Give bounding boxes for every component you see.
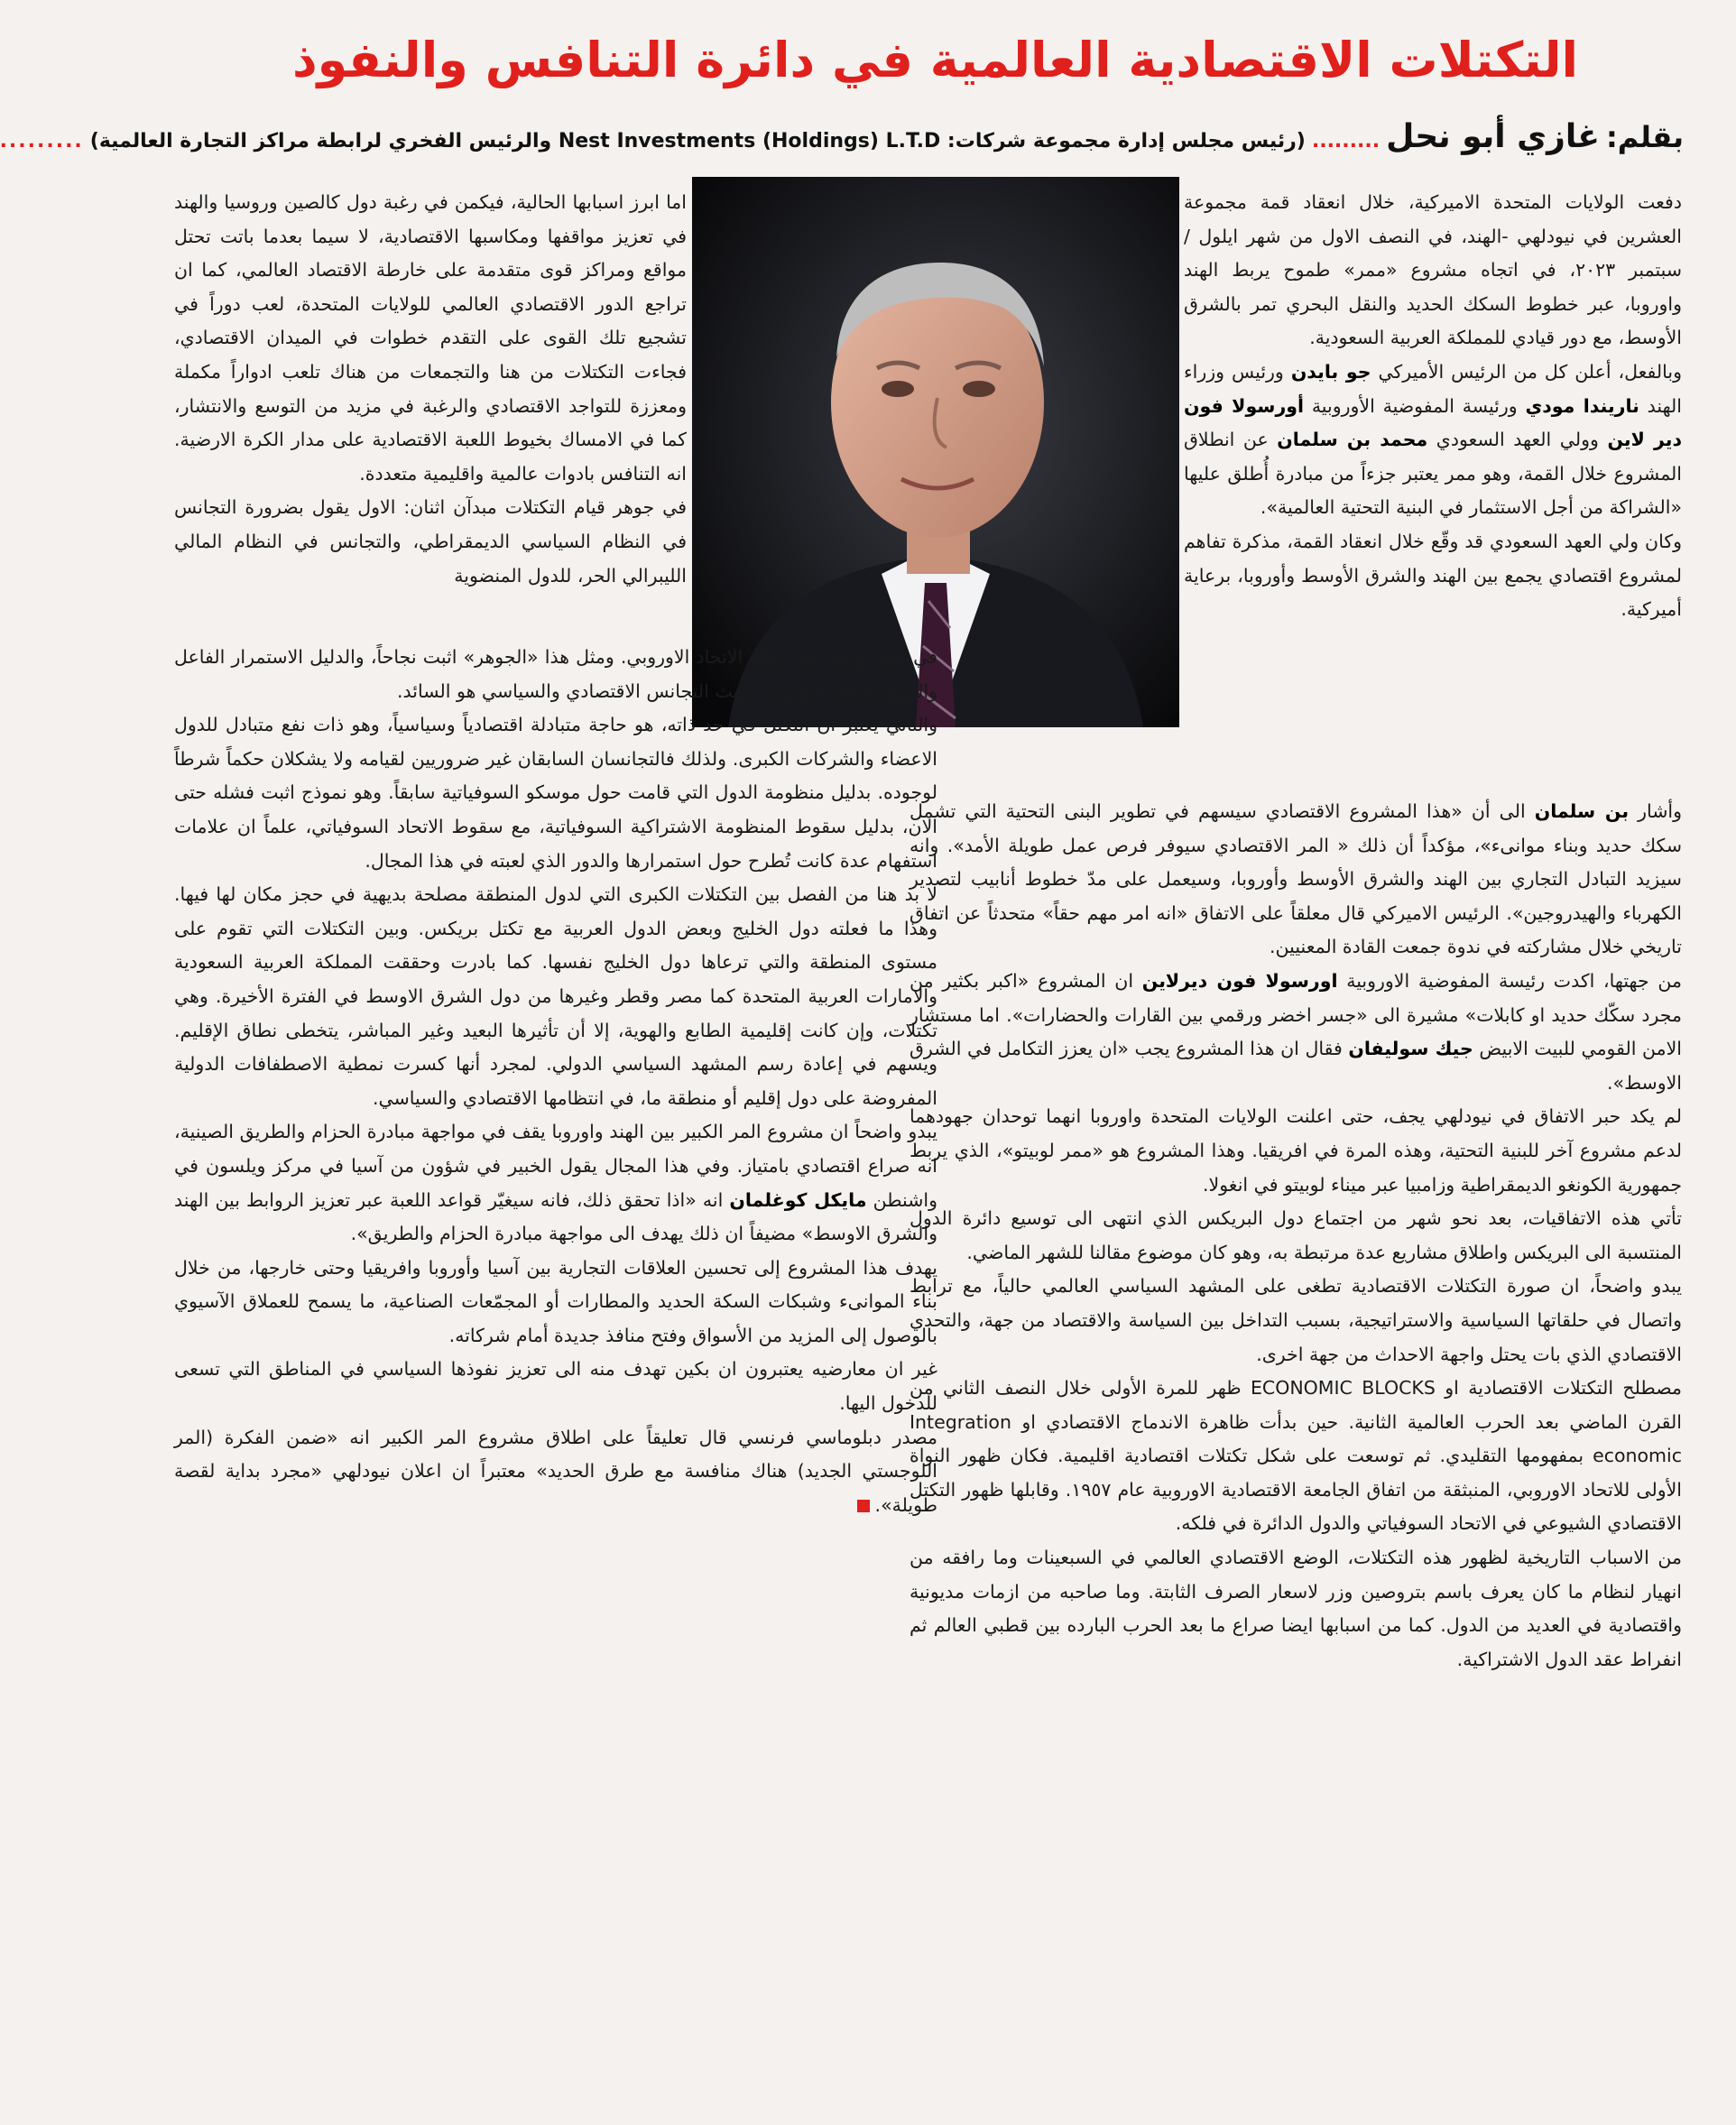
text-run: يبدو واضحاً ان مشروع المر الكبير بين الهند واوروبا يقف في مواجهة مبادرة الحزام والطريق الصينية، انه صراع اقتصادي بامتياز. وفي هذا المجال يقول الخبير في شؤون من آسيا في مركز ويلسون في واشنطن — [174, 1121, 938, 1211]
text-run: الى أن «هذا المشروع الاقتصادي سيسهم في تطوير البنى التحتية التي تشمل سكك حديد وبناء موانىء»، مؤكداً أن ذلك « المر الاقتصادي سيوفر فرص عمل طويلة الأمد». وانه سيزيد التبادل التجاري بين الهند والشرق الأوسط وأوروبا، وسيعمل على مدّ خطوط أنابيب لتصدير الكهرباء والهيدروجين». الرئيس الاميركي قال معلقاً على الاتفاق «انه امر مهم حقاً» متحدثاً عن اتفاق تاريخي خلال مشاركته في ندوة جمعت القادة المعنيين. — [910, 800, 1682, 958]
paragraph: غير ان معارضيه يعتبرون ان بكين تهدف منه الى تعزيز نفوذها السياسي في المناطق التي تسعى للدخول اليها. — [174, 1358, 937, 1415]
name-modi: ناريندا مودي — [1525, 394, 1639, 417]
paragraph: يبدو واضحاً، ان صورة التكتلات الاقتصادية تطغى على المشهد السياسي العالمي حالياً، مع ترابط واتصال في حلقاتها السياسية والاستراتيجية، بسبب التداخل بين السياسة والاقتصاد من جهة، والتحدي الاقتصادي الذي بات يحتل واجهة الاحداث من جهة اخرى. — [910, 1275, 1682, 1365]
paragraph — [910, 965, 1682, 1100]
text-run: ورئيس وزراء الهند — [1184, 360, 1683, 417]
text-run: مصدر دبلوماسي فرنسي قال تعليقاً على اطلاق مشروع المر الكبير انه «ضمن الفكرة (المر اللوجستي الجديد) هناك منافسة مع طرق الحديد» معتبراً ان اعلان نيودلهي «مجرد بداية لقصة طويلة». — [174, 1426, 937, 1516]
paragraph: وكان ولي العهد السعودي قد وقّع خلال انعقاد القمة، مذكرة تفاهم لمشروع اقتصادي يجمع بين الهند والشرق الأوسط وأوروبا، برعاية أميركية. — [1184, 530, 1682, 621]
byline — [0, 117, 1684, 162]
paragraph — [174, 1115, 937, 1251]
text-run: وأشار — [1629, 800, 1682, 822]
name-bin-salman: محمد بن سلمان — [1277, 429, 1428, 451]
name-von-der-leyen: اورسولا فون ديرلاين — [1141, 969, 1338, 992]
text-run: وولي العهد السعودي — [1427, 429, 1608, 451]
text-run: من جهتها، اكدت رئيسة المفوضية الاوروبية — [1337, 969, 1682, 992]
name-sullivan: جيك سوليفان — [1348, 1038, 1473, 1060]
author-name: غازي أبو نحل — [1386, 118, 1600, 155]
name-bin-salman: بن سلمان — [1534, 800, 1630, 822]
text-run: ان المشروع «اكبر بكثير من مجرد سكّك حديد او كابلات» مشيرة الى «جسر اخضر ورقمي بين القارات والحضارات». اما مستشار الامن القومي للبيت الابيض — [910, 969, 1682, 1060]
paragraph — [910, 795, 1682, 965]
paragraph — [174, 1421, 937, 1523]
paragraph: تأتي هذه الاتفاقيات، بعد نحو شهر من اجتماع دول البريكس الذي انتهى الى توسيع دائرة الدول المنتسبة الى البريكس واطلاق مشاريع عدة مرتبطة به، وهو كان موضوع مقالنا للشهر الماضي. — [910, 1207, 1682, 1263]
column-right-bottom — [910, 795, 1682, 1677]
byline-dots-right: ......... — [1311, 130, 1380, 152]
paragraph: والثاني يعتبر أن التكتل في حد ذاته، هو حاجة متبادلة اقتصادياً وسياسياً، وهو ذات نفع متبادل للدول الاعضاء والشركات الكبرى. ولذلك فالتجانسان السابقان غير ضروريين لقيامه ولا يشكلان حكماً شرطاً لوجوده. بدليل منظومة الدول التي قامت حول موسكو السوفياتية سابقاً. وهو نموذج اثبت فشله حتى الان، بدليل سقوط المنظومة الاشتراكية السوفياتية، مع سقوط الاتحاد السوفياتي، علماً ان علامات استفهام عدة كانت تُطرح حول استمرارها والدور الذي لعبته في هذا المجال. — [174, 714, 937, 872]
end-of-article-icon — [857, 1500, 870, 1512]
paragraph — [1184, 356, 1682, 525]
column-right-top — [1184, 186, 1682, 627]
text-run: وبالفعل، أعلن كل من الرئيس الأميركي — [1371, 360, 1682, 383]
name-kugelman: مايكل كوغلمان — [729, 1188, 867, 1211]
byline-dots-left: ......... — [0, 130, 84, 152]
paragraph: دفعت الولايات المتحدة الاميركية، خلال انعقاد قمة مجموعة العشرين في نيودلهي -الهند، في النصف الاول من شهر ايلول / سبتمبر ٢٠٢٣، في اتجاه مشروع «ممر» طموح يربط الهند واوروبا، عبر خطوط السكك الحديد والنقل البحري تمر بالشرق الأوسط، مع دور قيادي للمملكة العربية السعودية. — [1184, 191, 1683, 349]
paragraph: في جوهر قيام التكتلات مبدآن اثنان: الاول يقول بضرورة التجانس في النظام السياسي الديمقراطي، والتجانس في النظام المالي الليبرالي الحر، للدول المنضوية — [174, 496, 687, 587]
paragraph: من الاسباب التاريخية لظهور هذه التكتلات، الوضع الاقتصادي العالمي في السبعينات وما رافقه من انهيار لنظام ما كان يعرف باسم بتروصين وزر لاسعار الصرف الثابتة. وما صاحبه من ازمات مديونية واقتصادية في العديد من الدول. كما من اسبابها ايضا صراع ما بعد الحرب البارده بين قطبي العالم ثم انفراط عقد الدول الاشتراكية. — [910, 1547, 1682, 1670]
paragraph: يهدف هذا المشروع إلى تحسين العلاقات التجارية بين آسيا وأوروبا وافريقيا وحتى خارجها، من خلال بناء الموانىء وشبكات السكة الحديد والمطارات أو المجمّعات الصناعية، ما يسمح للعملاق الآسيوي بالوصول إلى المزيد من الأسواق وفتح منافذ جديدة أمام شركاته. — [174, 1256, 937, 1346]
column-left-top — [174, 186, 687, 593]
author-detail: (رئيس مجلس إدارة مجموعة شركات: Nest Investments (Holdings) L.T.D والرئيس الفخري لرابطة مراكز التجارة العالمية) — [89, 130, 1306, 152]
column-left-bottom — [174, 641, 937, 1522]
text-run: ورئيسة المفوضية الأوروبية — [1304, 394, 1526, 417]
paragraph: لا بد هنا من الفصل بين التكتلات الكبرى التي لدول المنطقة مصلحة بديهية في حجز مكان لها فيها. وهذا ما فعلته دول الخليج وبعض الدول العربية مع تكتل بريكس. وبين التكتلات التي تقوم على مستوى المنطقة والتي ترعاها دول الخليج نفسها. كما بادرت وحققت المملكة العربية السعودية والامارات العربية المتحدة كما مصر وقطر وغيرها من دول الشرق الاوسط في الفترة الأخيرة. وهي تكتلات، وإن كانت إقليمية الطابع والهوية، إلا أن تأثيرها البعيد وغير المباشر، يتخطى نطاق الإقليم. ويسهم في إعادة رسم المشهد السياسي الدولي. لمجرد أنها كسرت نمطية الاصطفافات الدولية المفروضة على دول إقليم أو منطقة ما، في انتظامها الاقتصادي والسياسي. — [174, 883, 937, 1109]
paragraph: في تكتل واحد. مثل حالة الاتحاد الاوروبي. ومثل هذا «الجوهر» اثبت نجاحاً، والدليل الاستمرار الفاعل والقوي للاتحاد الاوروبي، حيث التجانس الاقتصادي والسياسي هو السائد. — [174, 646, 937, 702]
article-headline: التكتلات الاقتصادية العالمية في دائرة التنافس والنفوذ — [291, 32, 1579, 88]
name-von-der-leyen: أورسولا فون دير لاين — [1184, 394, 1682, 451]
text-run: عن انطلاق المشروع خلال القمة، وهو ممر يعتبر جزءاً من مبادرة أُطلق عليها «الشراكة من أجل الاستثمار في البنية التحتية العالمية». — [1184, 429, 1682, 519]
byline-prefix: بقلم: — [1606, 120, 1684, 154]
text-run: انه «اذا تحقق ذلك، فانه سيغيّر قواعد اللعبة عبر تعزيز الروابط بين الهند والشرق الاوسط» مضيفاً ان ذلك يهدف الى مواجهة مبادرة الحزام والطريق». — [174, 1188, 937, 1245]
text-run: فقال ان هذا المشروع يجب «ان يعزز التكامل في الشرق الاوسط». — [910, 1038, 1682, 1094]
paragraph: لم يكد حبر الاتفاق في نيودلهي يجف، حتى اعلنت الولايات المتحدة واوروبا انهما توحدان جهودهما لدعم مشروع آخر للبنية التحتية، وهذه المرة في افريقيا. وهذا المشروع هو «ممر لوبيتو»، الذي يربط جمهورية الكونغو الديمقراطية وزامبيا عبر ميناء لوبيتو في انغولا. — [910, 1105, 1682, 1196]
name-biden: جو بايدن — [1290, 360, 1371, 383]
paragraph: مصطلح التكتلات الاقتصادية او ECONOMIC BLOCKS ظهر للمرة الأولى خلال النصف الثاني من القرن الماضي بعد الحرب العالمية الثانية. حين بدأت ظاهرة الاندماج الاقتصادي او Integration economic بمفهومها التقليدي. ثم توسعت على شكل تكتلات اقتصادية اقليمية. فكان ظهور النواة الأولى للاتحاد الاوروبي، المنبثقة من اتفاق الجامعة الاقتصادية الاوروبية عام ١٩٥٧. وقابلها ظهور التكتل الاقتصادي الشيوعي في الاتحاد السوفياتي والدول الدائرة في فلكه. — [910, 1377, 1682, 1535]
paragraph: اما ابرز اسبابها الحالية، فيكمن في رغبة دول كالصين وروسيا والهند في تعزيز مواقفها ومكاسبها الاقتصادية، لا سيما بعدما باتت تحتل مواقع ومراكز قوى متقدمة على خارطة الاقتصاد العالمي، كما ان تراجع الدور الاقتصادي العالمي للولايات المتحدة، لعب دوراً في تشجيع تلك القوى على التقدم خطوات في الميدان الاقتصادي، فجاءت التكتلات من هنا والتجمعات من هناك تلعب ادواراً مكملة ومعززة للتواجد الاقتصادي والرغبة في مزيد من التوسع والانتشار، كما في الامساك بخيوط اللعبة الاقتصادية على مدار الكرة الارضية. انه التنافس بادوات عالمية واقليمية متعددة. — [174, 191, 687, 485]
